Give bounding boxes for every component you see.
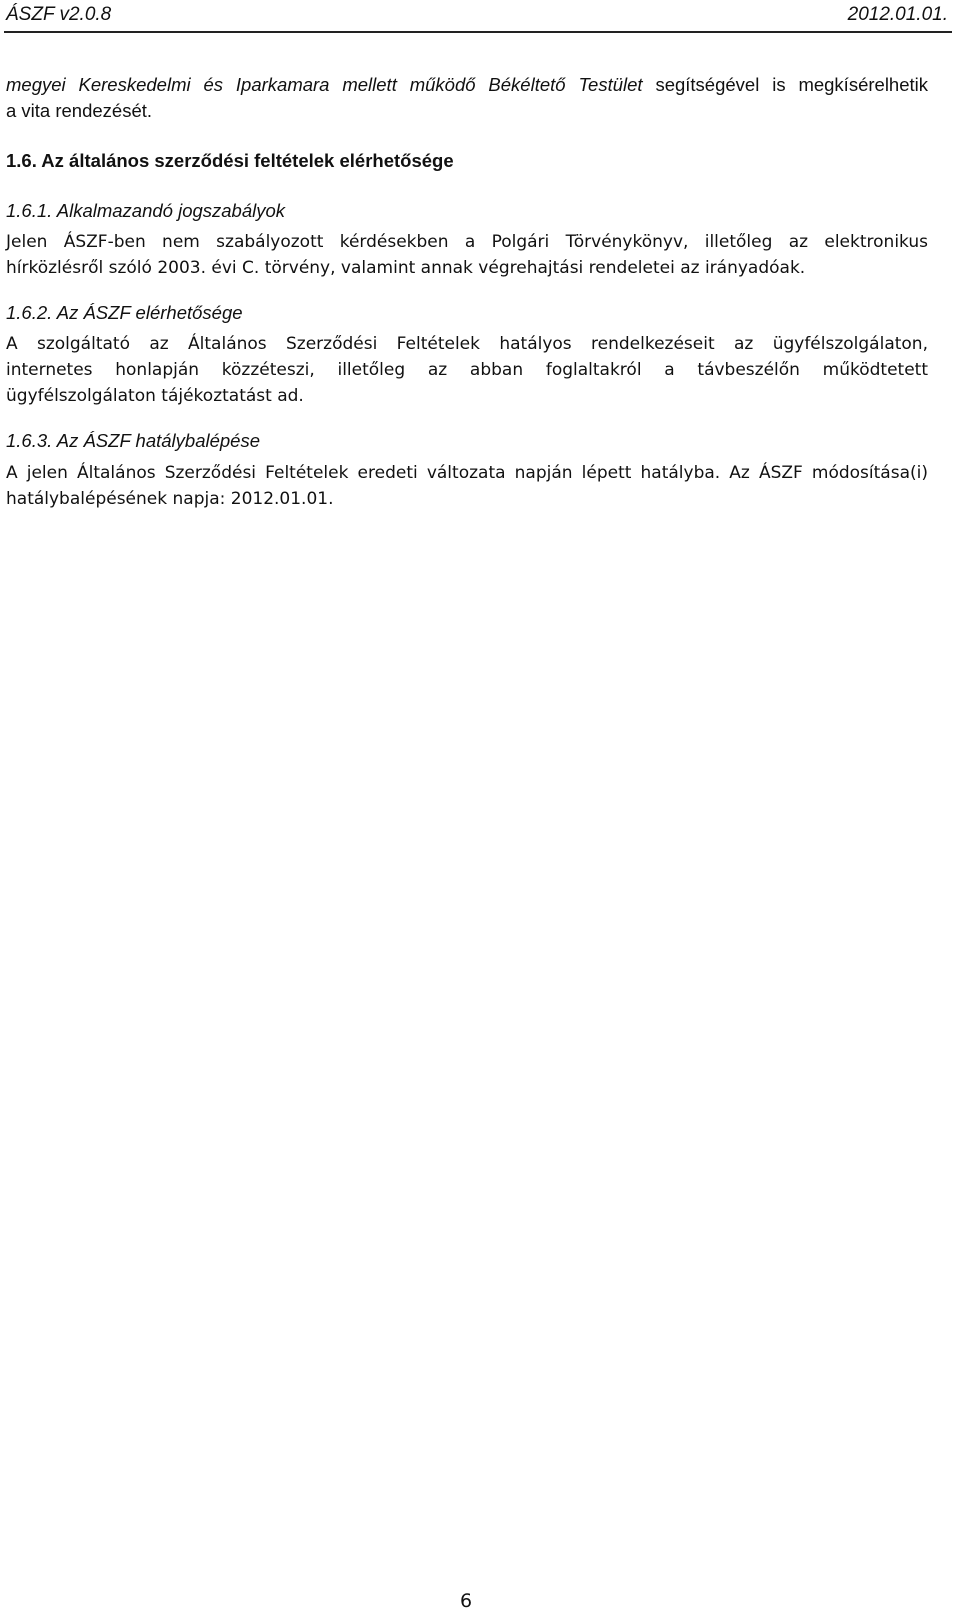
subsection-2-paragraph — [6, 331, 928, 409]
header-version: ÁSZF v2.0.8 — [6, 4, 112, 25]
header-divider — [4, 31, 952, 33]
subsection-1-paragraph — [6, 229, 928, 281]
subsection-1-line-1: Jelen ÁSZF-ben nem szabályozott kérdésekben a Polgári Törvénykönyv, illetőleg az elektronikus — [6, 232, 928, 252]
subsection-2-line-2: internetes honlapján közzéteszi, illetőleg az abban foglaltakról a távbeszélőn működtetett — [6, 360, 928, 380]
subsection-1-heading: 1.6.1. Alkalmazandó jogszabályok — [6, 200, 286, 221]
intro-normal-text: segítségével is megkísérelhetik — [642, 74, 929, 95]
subsection-2-line-3: ügyfélszolgálaton tájékoztatást ad. — [6, 386, 304, 406]
subsection-2-line-1: A szolgáltató az Általános Szerződési Feltételek hatályos rendelkezéseit az ügyfélszolgálaton, — [6, 334, 928, 354]
subsection-2-heading: 1.6.2. Az ÁSZF elérhetősége — [6, 302, 243, 323]
subsection-3-paragraph — [6, 460, 928, 512]
subsection-3-line-2: hatálybalépésének napja: 2012.01.01. — [6, 489, 334, 509]
intro-italic-text: megyei Kereskedelmi és Iparkamara mellett működő Békéltető Testület — [6, 74, 643, 95]
subsection-3-line-1: A jelen Általános Szerződési Feltételek eredeti változata napján lépett hatályba. Az ÁSZF módosítása(i) — [6, 463, 928, 483]
intro-paragraph — [6, 72, 928, 124]
header-date: 2012.01.01. — [847, 4, 948, 25]
intro-line-1 — [6, 72, 928, 98]
intro-line-2: a vita rendezését. — [6, 100, 153, 121]
subsection-1-line-2: hírközlésről szóló 2003. évi C. törvény, valamint annak végrehajtási rendeletei az irányadóak. — [6, 258, 806, 278]
subsection-3-heading: 1.6.3. Az ÁSZF hatálybalépése — [6, 430, 261, 451]
page-number: 6 — [459, 1590, 473, 1612]
section-heading: 1.6. Az általános szerződési feltételek elérhetősége — [6, 150, 454, 171]
page-header — [6, 4, 948, 32]
